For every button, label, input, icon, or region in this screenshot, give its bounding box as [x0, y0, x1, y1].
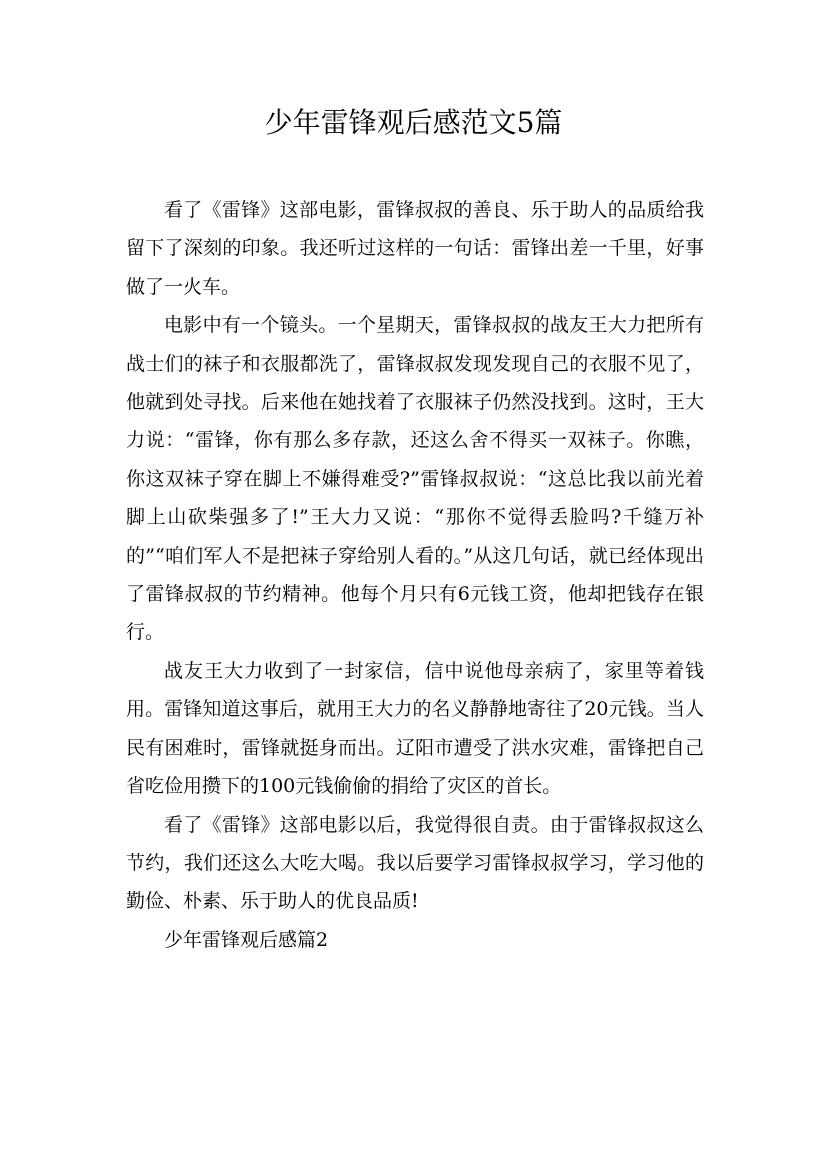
- paragraph-4: 看了《雷锋》这部电影以后，我觉得很自责。由于雷锋叔叔这么节约，我们还这么大吃大喝。我以后要学习雷锋叔叔学习，学习他的勤俭、朴素、乐于助人的优良品质!: [126, 813, 704, 913]
- document-title: 少年雷锋观后感范文5篇: [264, 106, 563, 139]
- section-heading: 少年雷锋观后感篇2: [164, 928, 329, 951]
- paragraph-2: 电影中有一个镜头。一个星期天，雷锋叔叔的战友王大力把所有战士们的袜子和衣服都洗了，雷锋叔叔发现发现自己的衣服不见了，他就到处寻找。后来他在她找着了衣服袜子仍然没找到。这时，王大力说：“雷锋，你有那么多存款，还这么舍不得买一双袜子。你瞧，你这双袜子穿在脚上不嫌得难受?”雷锋叔叔说：“这总比我以前光着脚上山砍柴强多了!”王大力又说：“那你不觉得丢脸吗?千缝万补的”“咱们军人不是把袜子穿给别人看的。”从这几句话，就已经体现出了雷锋叔叔的节约精神。他每个月只有6元钱工资，他却把钱存在银行。: [126, 314, 704, 644]
- document-body: [126, 191, 704, 959]
- paragraph-1: 看了《雷锋》这部电影，雷锋叔叔的善良、乐于助人的品质给我留下了深刻的印象。我还听过这样的一句话：雷锋出差一千里，好事做了一火车。: [126, 199, 704, 298]
- paragraph-3: 战友王大力收到了一封家信，信中说他母亲病了，家里等着钱用。雷锋知道这事后，就用王大力的名义静静地寄往了20元钱。当人民有困难时，雷锋就挺身而出。辽阳市遭受了洪水灾难，雷锋把自己省吃俭用攒下的100元钱偷偷的捐给了灾区的首长。: [126, 659, 704, 798]
